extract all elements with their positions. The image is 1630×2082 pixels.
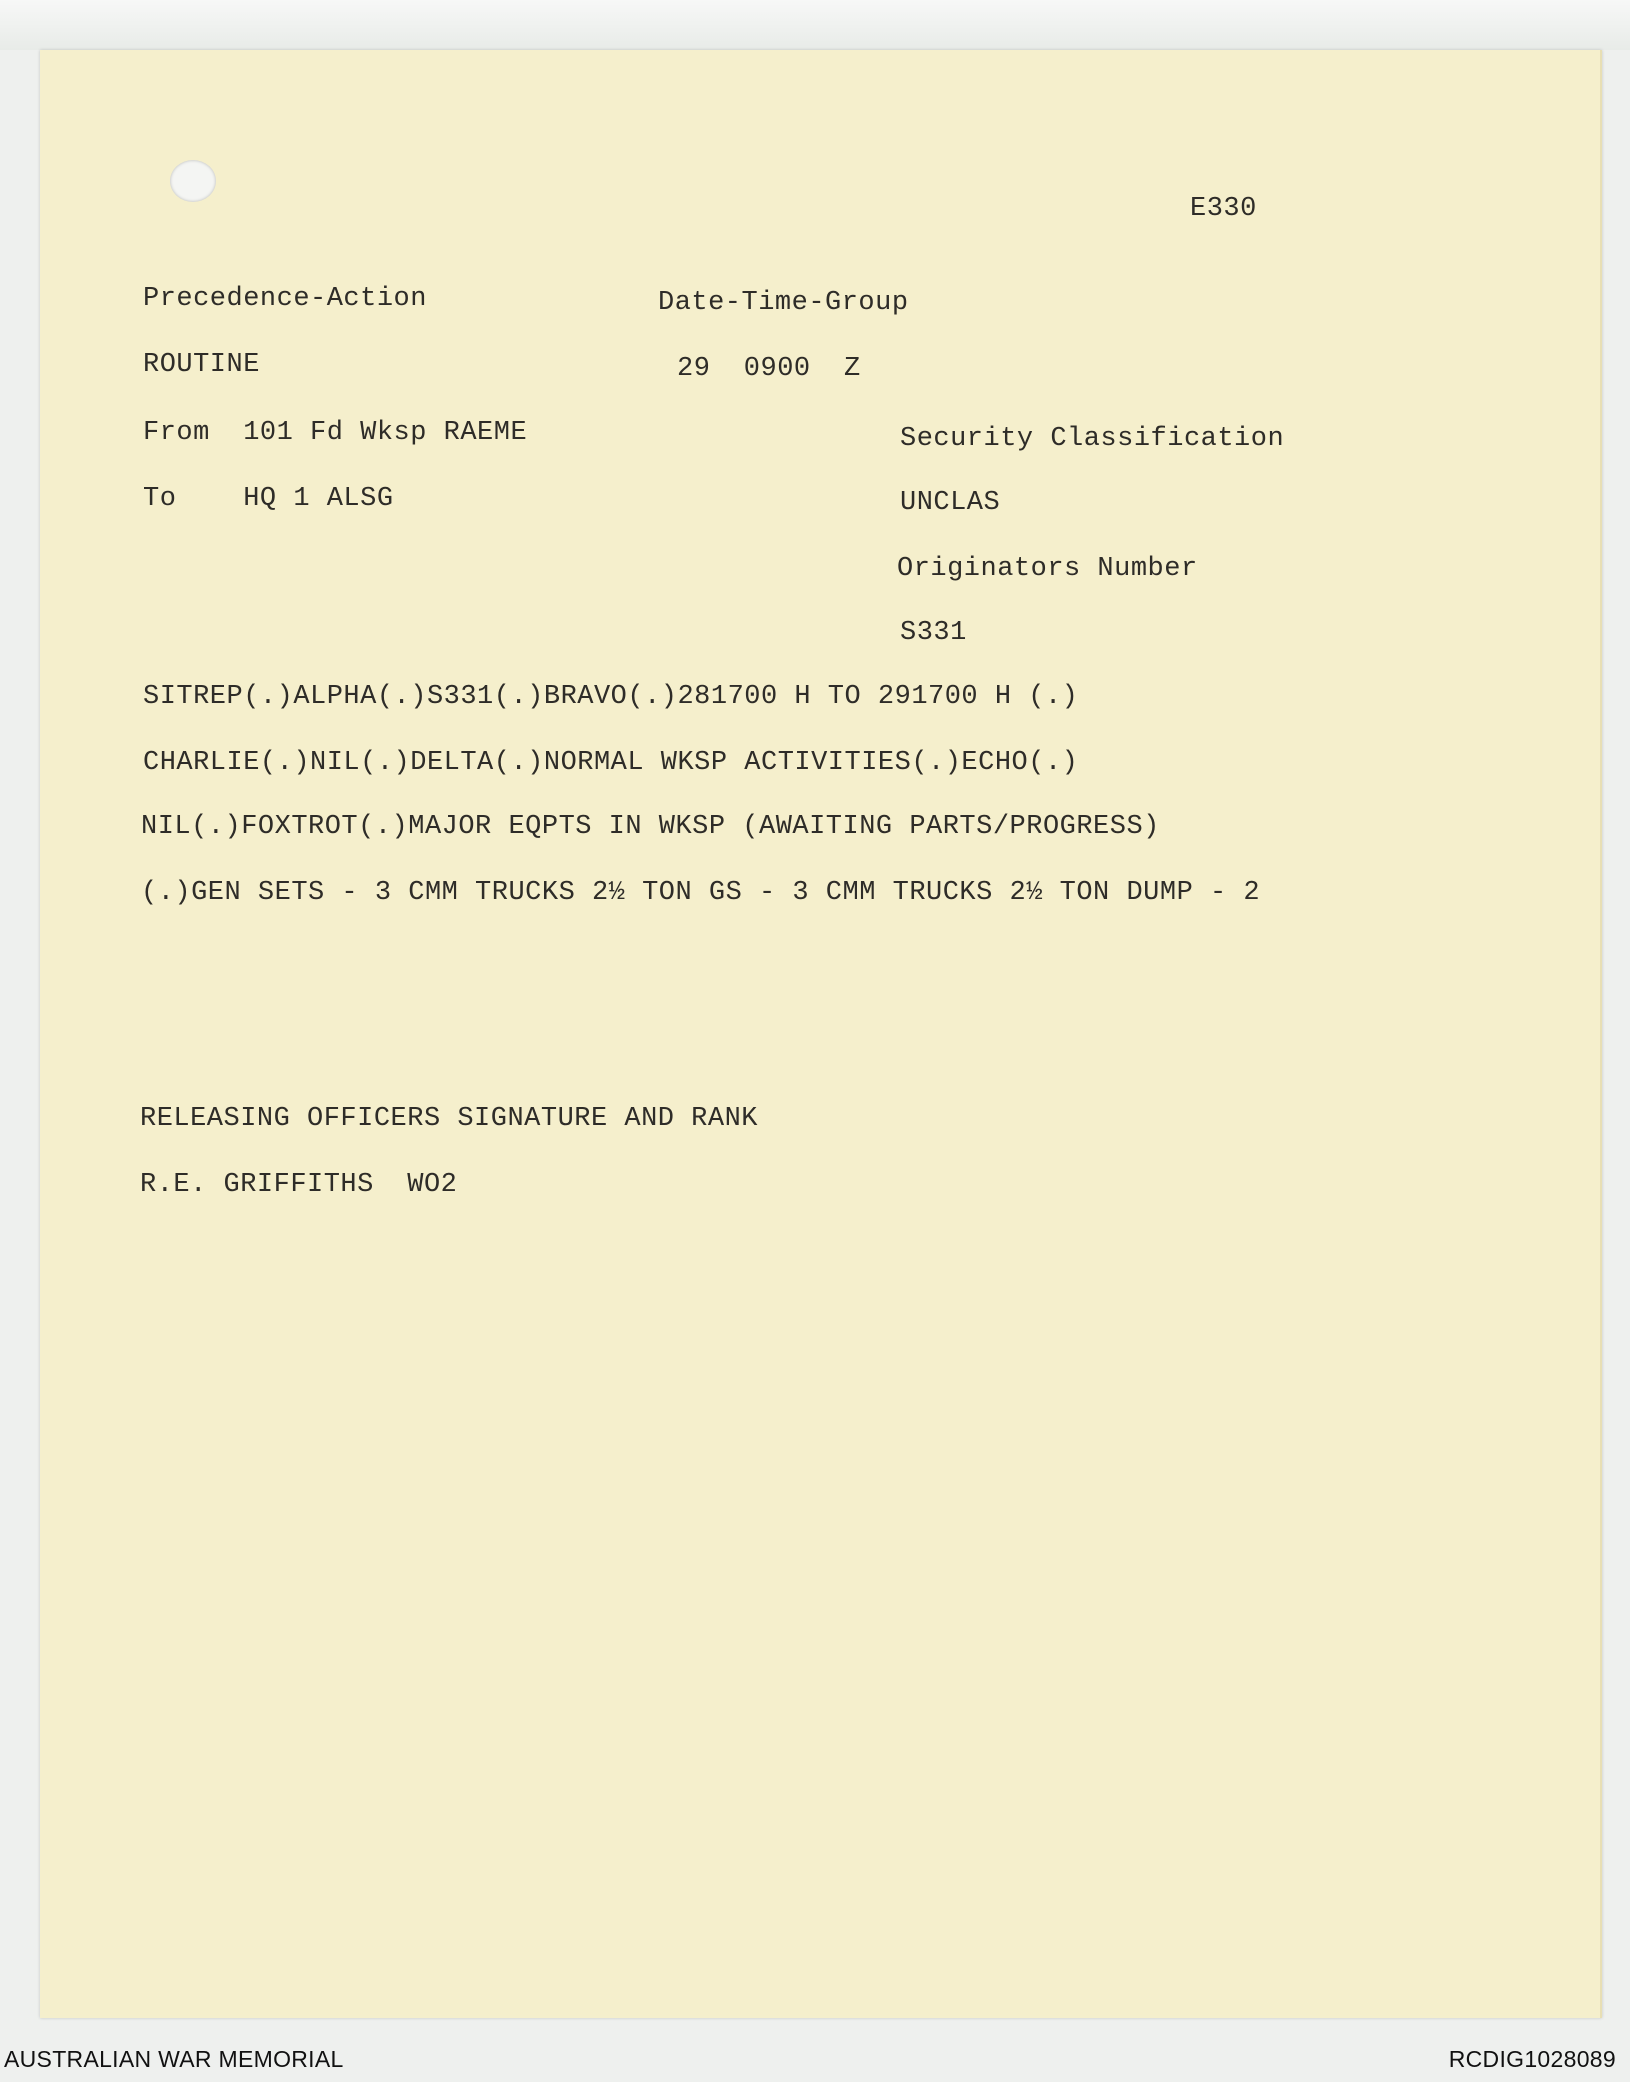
footer-item-id: RCDIG1028089 — [1448, 2046, 1616, 2072]
security-classification-value: UNCLAS — [900, 488, 1001, 518]
originators-number-label: Originators Number — [897, 554, 1198, 584]
releasing-officer-value: R.E. GRIFFITHS WO2 — [140, 1170, 458, 1200]
message-line: CHARLIE(.)NIL(.)DELTA(.)NORMAL WKSP ACTIVITIES(.)ECHO(.) — [143, 748, 1079, 778]
precedence-value: ROUTINE — [143, 350, 260, 380]
message-line: (.)GEN SETS - 3 CMM TRUCKS 2½ TON GS - 3 CMM TRUCKS 2½ TON DUMP - 2 — [141, 878, 1261, 908]
from-line: From 101 Fd Wksp RAEME — [143, 418, 528, 448]
releasing-officer-label: RELEASING OFFICERS SIGNATURE AND RANK — [140, 1104, 758, 1134]
message-line: SITREP(.)ALPHA(.)S331(.)BRAVO(.)281700 H TO 291700 H (.) — [143, 682, 1079, 712]
scan-top-border — [0, 0, 1630, 50]
security-classification-label: Security Classification — [900, 424, 1285, 454]
to-line: To HQ 1 ALSG — [143, 484, 394, 514]
originators-number-value: S331 — [900, 618, 967, 648]
date-time-group-label: Date-Time-Group — [658, 288, 909, 318]
document-page — [40, 50, 1602, 2018]
precedence-label: Precedence-Action — [143, 284, 427, 314]
footer-institution: AUSTRALIAN WAR MEMORIAL — [4, 2046, 344, 2072]
date-time-group-value: 29 0900 Z — [677, 354, 861, 384]
punch-hole — [170, 160, 216, 202]
page-reference: E330 — [1190, 194, 1257, 224]
message-line: NIL(.)FOXTROT(.)MAJOR EQPTS IN WKSP (AWAITING PARTS/PROGRESS) — [141, 812, 1160, 842]
